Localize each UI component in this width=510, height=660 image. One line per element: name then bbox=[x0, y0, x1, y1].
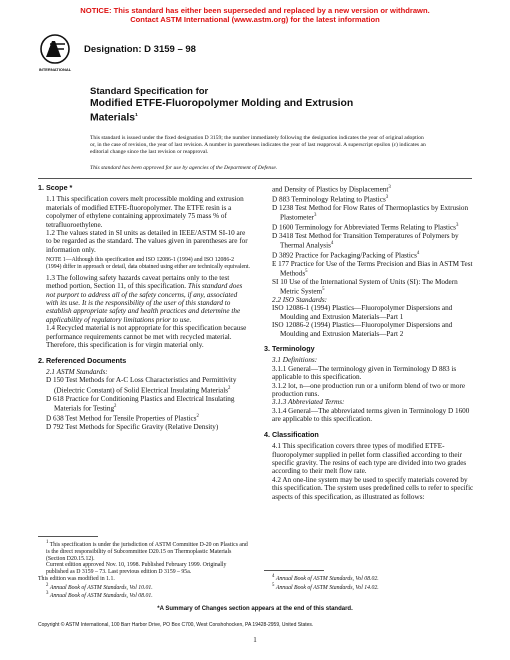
designation: Designation: D 3159 – 98 bbox=[84, 44, 196, 55]
footnote-1-marker: 1 bbox=[46, 540, 49, 545]
ref-e177-text: E 177 Practice for Use of the Terms Precision and Bias in ASTM Test Methods bbox=[272, 259, 473, 278]
ref-d1238 bbox=[264, 204, 476, 222]
safety-caveat: This standard does not purport to address all of the safety concerns, if any, associated with its use. It is the responsibility of the user of this standard to establish appropriate safety and health practices and determine the applicability of regulatory limitations prior to use. bbox=[46, 282, 243, 324]
definitions-label bbox=[264, 356, 476, 364]
ref-si10-text: SI 10 Use of the International System of Units (SI): The Modern Metric System bbox=[272, 277, 458, 296]
para-1-4: 1.4 Recycled material is not appropriate for this specification because performance requirements cannot be met with recycled material. Therefore, this specification is for virgin material only. bbox=[46, 324, 247, 350]
para-3-1-3-text: 3.1.3 Abbreviated Terms: bbox=[272, 398, 345, 407]
title-line-2: Modified ETFE-Fluoropolymer Molding and Extrusion bbox=[90, 98, 354, 109]
para-4-2: 4.2 An one-line system may be used to specify materials covered by this specification. The system uses predefined cells to refer to specific aspects of this specification, as illustrated as follows: bbox=[272, 475, 474, 501]
section-2-heading: 2. Referenced Documents bbox=[38, 355, 127, 365]
title-footnote-marker: 1 bbox=[135, 113, 138, 118]
svg-text:INTERNATIONAL: INTERNATIONAL bbox=[38, 67, 72, 72]
ref-d618-text: D 618 Practice for Conditioning Plastics and Electrical Insulating Materials for Testing bbox=[46, 394, 235, 413]
para-1-2: 1.2 The values stated in SI units as detailed in IEEE/ASTM SI-10 are to be regarded as the standard. The values given in parentheses are for information only. bbox=[46, 229, 248, 254]
ref-d3892-sup: 4 bbox=[416, 250, 420, 256]
footnote-current-edition: Current edition approved Nov. 10, 1998. Published February 1999. Originally published as D 3159 – 73. Last previous edition D 3159 – 95a. bbox=[46, 562, 227, 576]
astm-standards-text: 2.1 ASTM Standards: bbox=[46, 367, 108, 376]
ref-d3418-sup: 4 bbox=[330, 241, 334, 246]
ref-d638 bbox=[38, 413, 250, 423]
section-1-heading: 1. Scope * bbox=[38, 183, 73, 192]
footnote-5-marker: 5 bbox=[272, 582, 275, 588]
ref-d638-sup: 2 bbox=[196, 413, 199, 419]
left-footnotes bbox=[38, 536, 250, 600]
ref-d3418 bbox=[264, 232, 476, 250]
left-column bbox=[38, 184, 250, 431]
copyright: Copyright © ASTM International, 100 Barr Harbor Drive, PO Box C700, West Conshohocken, PA 19428-2959, United States. bbox=[38, 622, 314, 628]
ref-d3418-text: D 3418 Test Method for Transition Temperatures of Polymers by Thermal Analysis bbox=[272, 231, 459, 250]
section-4-heading: 4. Classification bbox=[264, 429, 319, 439]
para-1-3 bbox=[38, 274, 250, 324]
ref-e177-sup: 5 bbox=[305, 269, 308, 274]
ref-d150-text: D 150 Test Methods for A-C Loss Characteristics and Permittivity (Dielectric Constant) of Solid Electrical Insulating Materials bbox=[46, 376, 237, 395]
astm-standards-label bbox=[38, 368, 250, 376]
ref-d638-text: D 638 Test Method for Tensile Properties of Plastics bbox=[46, 414, 197, 423]
ref-d883-sup: 3 bbox=[385, 194, 389, 200]
ref-d618 bbox=[38, 395, 250, 413]
definitions-text: 3.1 Definitions: bbox=[272, 356, 318, 365]
ref-d1600-sup: 3 bbox=[455, 222, 459, 228]
footnote-divider-right bbox=[264, 570, 324, 571]
summary-of-changes-note: *A Summary of Changes section appears at the end of this standard. bbox=[157, 606, 353, 612]
page-number: 1 bbox=[253, 636, 257, 644]
ref-d3892-text: D 3892 Practice for Packaging/Packing of Plastics bbox=[272, 251, 417, 260]
footnote-3-marker: 3 bbox=[46, 591, 49, 597]
ref-d1238-sup: 3 bbox=[313, 213, 317, 218]
ref-d3892 bbox=[264, 250, 476, 260]
iso-standards-label bbox=[264, 296, 476, 304]
document-title bbox=[90, 86, 430, 124]
ref-d883 bbox=[264, 194, 476, 204]
ref-d792 bbox=[38, 423, 250, 431]
footnote-4-text: Annual Book of ASTM Standards, Vol 08.02. bbox=[275, 575, 379, 582]
ref-d150-sup: 2 bbox=[228, 385, 231, 391]
ref-d792-continued-text: and Density of Plastics by Displacement bbox=[272, 185, 389, 194]
ref-iso-12086-1: ISO 12086-1 (1994) Plastics—Fluoropolymer Dispersions and Moulding and Extrusion Materials—Part 1 bbox=[272, 304, 453, 321]
footnote-3-text: Annual Book of ASTM Standards, Vol 08.01. bbox=[49, 593, 153, 600]
dod-note: This standard has been approved for use by agencies of the Department of Defense. bbox=[90, 165, 278, 171]
footnote-1-text: This specification is under the jurisdiction of ASTM Committee D-20 on Plastics and is the direct responsibility of Subcommittee D20.15 on Thermoplastic Materials (Section D20.15.12). bbox=[46, 541, 248, 562]
withdrawal-notice bbox=[0, 6, 510, 24]
ref-d150 bbox=[38, 376, 250, 394]
section-3-heading: 3. Terminology bbox=[264, 344, 315, 354]
footnote-4-marker: 4 bbox=[272, 574, 275, 579]
footnote-5 bbox=[264, 583, 476, 592]
ref-si10 bbox=[264, 278, 476, 296]
ref-d1600 bbox=[264, 222, 476, 232]
ref-d1600-text: D 1600 Terminology for Abbreviated Terms Relating to Plastics bbox=[272, 223, 456, 232]
para-3-1-1: 3.1.1 General—The terminology given in Terminology D 883 is applicable to this specification. bbox=[272, 364, 457, 382]
ref-si10-sup: 5 bbox=[322, 287, 325, 293]
issuance-note: This standard is issued under the fixed designation D 3159; the number immediately following the designation indicates the year of original adoption or, in the case of revision, the year of last revision. A number in parentheses indicates the year of last reapproval. A superscript epsilon (ε) indicates an editorial change since the last revision or reapproval. bbox=[90, 135, 426, 155]
para-3-1-3 bbox=[264, 398, 476, 406]
footnote-4 bbox=[264, 574, 476, 583]
para-1-3-text: 1.3 The following safety hazards caveat pertains only to the test method portion, Section 11, of this specification. bbox=[46, 273, 230, 291]
ref-e177 bbox=[264, 260, 476, 278]
ref-d792-sup: 3 bbox=[388, 185, 391, 190]
ref-d883-text: D 883 Terminology Relating to Plastics bbox=[272, 195, 386, 204]
footnote-2-marker: 2 bbox=[46, 582, 49, 588]
title-line-1: Standard Specification for bbox=[90, 86, 209, 97]
para-3-1-2: 3.1.2 lot, n—one production run or a uniform blend of two or more production runs. bbox=[272, 381, 466, 399]
ref-d792-text: D 792 Test Methods for Specific Gravity (Relative Density) bbox=[46, 422, 219, 431]
para-4-1: 4.1 This specification covers three types of modified ETFE-fluoropolymer supplied in pellet form classified according to their specific gravity. The resins of each type are divided into two grades according to their melt flow rate. bbox=[272, 442, 467, 476]
footnote-2-text: Annual Book of ASTM Standards, Vol 10.01. bbox=[49, 584, 153, 591]
footnote-5-text: Annual Book of ASTM Standards, Vol 14.02. bbox=[275, 584, 379, 591]
notice-line-2: Contact ASTM International (www.astm.org) for the latest information bbox=[130, 15, 380, 24]
astm-logo-icon bbox=[38, 33, 72, 73]
iso-standards-text: 2.2 ISO Standards: bbox=[272, 296, 328, 304]
title-line-3: Materials bbox=[90, 112, 136, 124]
footnote-2 bbox=[38, 583, 250, 592]
footnote-modified: This edition was modified in 1.1. bbox=[38, 575, 115, 582]
footnote-divider bbox=[38, 536, 98, 537]
header-divider bbox=[38, 178, 472, 179]
ref-iso-12086-2: ISO 12086-2 (1994) Plastics—Fluoropolymer Dispersions and Moulding and Extrusion Materials—Part 2 bbox=[272, 321, 453, 338]
notice-line-1: NOTICE: This standard has either been superseded and replaced by a new version or withdrawn. bbox=[80, 6, 430, 15]
right-column bbox=[264, 184, 476, 501]
ref-d792-continued bbox=[264, 184, 476, 194]
para-1-1: 1.1 This specification covers melt processible molding and extrusion materials of modified ETFE-fluoropolymer. The ETFE resin is a copolymer of ethylene containing approximately 75 mass % of tetrafluoroethylene. bbox=[46, 195, 244, 229]
para-3-1-4: 3.1.4 General—The abbreviated terms given in Terminology D 1600 are applicable to this specification. bbox=[272, 406, 470, 424]
note-1: NOTE 1—Although this specification and ISO 12086-1 (1994) and ISO 12086-2 (1994) differ in approach or detail, data obtained using either are technically equivalent. bbox=[46, 257, 250, 271]
ref-d618-sup: 2 bbox=[114, 403, 117, 409]
ref-d1238-text: D 1238 Test Method for Flow Rates of Thermoplastics by Extrusion Plastometer bbox=[272, 203, 469, 222]
footnote-1 bbox=[38, 540, 250, 562]
right-footnotes bbox=[264, 570, 476, 591]
footnote-3 bbox=[38, 591, 250, 600]
